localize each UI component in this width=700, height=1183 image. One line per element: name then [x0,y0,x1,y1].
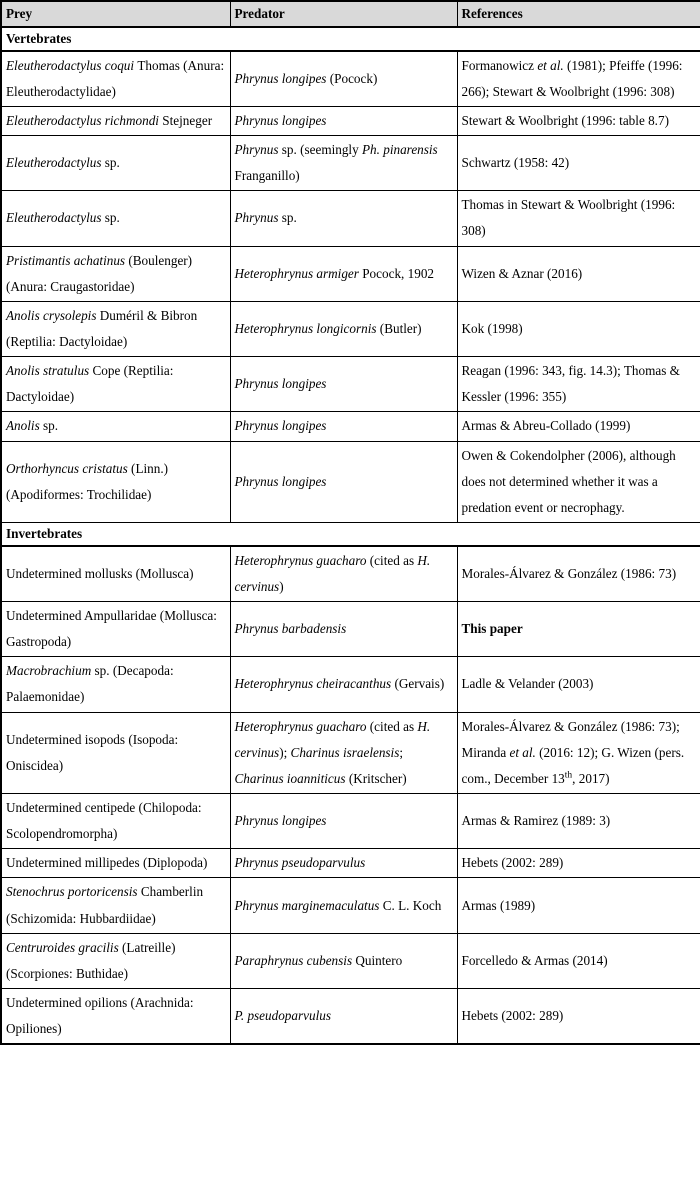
cell-predator [230,878,457,933]
cell-text: Anolis crysolepis Duméril & Bibron (Reptilia: Dactyloidae) [6,307,198,349]
table-row [1,546,700,602]
table-row [1,246,700,301]
cell-predator [230,357,457,412]
cell-text: Orthorhyncus cristatus (Linn.) (Apodiformes: Trochilidae) [6,460,169,502]
cell-text: Macrobrachium sp. (Decapoda: Palaemonidae) [6,663,174,705]
cell-predator [230,191,457,246]
cell-references [457,602,700,657]
cell-predator [230,933,457,988]
table-row [1,989,700,1045]
table-row [1,106,700,135]
section-header-label: Invertebrates [1,522,700,545]
cell-prey [1,933,230,988]
table-row [1,357,700,412]
cell-text: Forcelledo & Armas (2014) [461,952,608,968]
cell-text: Pristimantis achatinus (Boulenger) (Anura: Craugastoridae) [6,252,193,294]
cell-prey [1,412,230,441]
cell-text: Undetermined centipede (Chilopoda: Scolopendromorpha) [6,800,202,842]
cell-text: Anolis sp. [6,418,59,434]
cell-text: Phrynus longipes [234,112,327,128]
cell-text: Hebets (2002: 289) [461,855,564,871]
table-row [1,136,700,191]
cell-text: Eleutherodactylus sp. [6,210,120,226]
cell-predator [230,546,457,602]
cell-prey [1,441,230,522]
cell-references [457,849,700,878]
cell-prey [1,51,230,107]
header-row [1,1,700,27]
cell-text: Phrynus sp. [234,210,297,226]
cell-text: Stenochrus portoricensis Chamberlin (Schizomida: Hubbardiidae) [6,884,204,926]
cell-text: Owen & Cokendolpher (2006), although does not determined whether it was a predation event or necrophagy. [461,447,676,515]
cell-references [457,191,700,246]
cell-text: Kok (1998) [461,320,523,336]
cell-text: Undetermined opilions (Arachnida: Opiliones) [6,995,194,1037]
column-header-prey: Prey [1,1,230,27]
cell-references [457,301,700,356]
cell-predator [230,989,457,1045]
cell-text: This paper [461,621,523,637]
cell-text: Heterophrynus armiger Pocock, 1902 [234,265,435,281]
cell-text: Hebets (2002: 289) [461,1008,564,1024]
cell-references [457,989,700,1045]
section-header-label: Vertebrates [1,27,700,51]
cell-text: Undetermined mollusks (Mollusca) [6,565,194,581]
cell-prey [1,136,230,191]
table-row [1,412,700,441]
cell-predator [230,106,457,135]
cell-text: Morales-Álvarez & González (1986: 73); Miranda et al. (2016: 12); G. Wizen (pers. com., December 13th, 2017) [461,718,685,786]
cell-predator [230,712,457,793]
cell-text: Phrynus longipes (Pocock) [234,70,378,86]
cell-prey [1,106,230,135]
cell-text: Armas & Ramirez (1989: 3) [461,813,611,829]
cell-prey [1,546,230,602]
cell-text: Eleutherodactylus coqui Thomas (Anura: Eleutherodactylidae) [6,57,225,99]
cell-references [457,712,700,793]
cell-text: Anolis stratulus Cope (Reptilia: Dactyloidae) [6,363,174,405]
cell-text: Undetermined Ampullaridae (Mollusca: Gastropoda) [6,608,217,650]
cell-text: Heterophrynus longicornis (Butler) [234,320,422,336]
table-row [1,602,700,657]
table-row [1,794,700,849]
section-header-row [1,27,700,51]
cell-text: Phrynus longipes [234,473,327,489]
cell-predator [230,412,457,441]
cell-references [457,794,700,849]
cell-prey [1,657,230,712]
cell-predator [230,246,457,301]
table-row [1,878,700,933]
table-body [1,27,700,1045]
cell-text: Centruroides gracilis (Latreille) (Scorpiones: Buthidae) [6,939,176,981]
cell-references [457,357,700,412]
cell-predator [230,849,457,878]
cell-prey [1,357,230,412]
cell-prey [1,191,230,246]
cell-predator [230,602,457,657]
cell-text: Phrynus pseudoparvulus [234,855,366,871]
cell-predator [230,301,457,356]
table-row [1,441,700,522]
cell-text: Ladle & Velander (2003) [461,676,594,692]
cell-text: Undetermined isopods (Isopoda: Oniscidea) [6,731,179,773]
cell-text: Formanowicz et al. (1981); Pfeiffe (1996: 266); Stewart & Woolbright (1996: 308) [461,57,683,99]
cell-predator [230,441,457,522]
cell-references [457,546,700,602]
cell-references [457,878,700,933]
cell-prey [1,849,230,878]
cell-references [457,246,700,301]
cell-predator [230,51,457,107]
cell-references [457,106,700,135]
table-row [1,933,700,988]
cell-text: Wizen & Aznar (2016) [461,265,583,281]
cell-text: Stewart & Woolbright (1996: table 8.7) [461,112,669,128]
cell-text: P. pseudoparvulus [234,1008,331,1024]
cell-text: Heterophrynus guacharo (cited as H. cervinus); Charinus israelensis; Charinus ioanniticus (Kritscher) [234,718,431,786]
cell-text: Phrynus longipes [234,418,327,434]
cell-text: Eleutherodactylus sp. [6,155,120,171]
cell-text: Thomas in Stewart & Woolbright (1996: 308) [461,197,676,239]
cell-predator [230,794,457,849]
table-row [1,51,700,107]
cell-text: Heterophrynus cheiracanthus (Gervais) [234,676,445,692]
cell-text: Phrynus barbadensis [234,621,347,637]
column-header-predator: Predator [230,1,457,27]
cell-references [457,51,700,107]
cell-text: Schwartz (1958: 42) [461,155,570,171]
cell-text: Heterophrynus guacharo (cited as H. cervinus) [234,552,431,594]
cell-references [457,933,700,988]
cell-prey [1,246,230,301]
table-row [1,657,700,712]
cell-prey [1,602,230,657]
cell-prey [1,989,230,1045]
cell-prey [1,878,230,933]
cell-references [457,657,700,712]
cell-text: Phrynus marginemaculatus C. L. Koch [234,897,442,913]
cell-text: Undetermined millipedes (Diplopoda) [6,855,208,871]
cell-prey [1,301,230,356]
cell-predator [230,136,457,191]
cell-prey [1,712,230,793]
cell-text: Eleutherodactylus richmondi Stejneger [6,112,213,128]
table-row [1,712,700,793]
cell-references [457,441,700,522]
table-row [1,849,700,878]
cell-prey [1,794,230,849]
section-header-row [1,522,700,545]
cell-text: Paraphrynus cubensis Quintero [234,952,403,968]
cell-predator [230,657,457,712]
cell-text: Phrynus longipes [234,813,327,829]
cell-text: Morales-Álvarez & González (1986: 73) [461,565,677,581]
table-row [1,191,700,246]
table-header [1,1,700,27]
cell-text: Reagan (1996: 343, fig. 14.3); Thomas & Kessler (1996: 355) [461,363,680,405]
cell-references [457,412,700,441]
cell-text: Armas (1989) [461,897,536,913]
cell-text: Phrynus sp. (seemingly Ph. pinarensis Franganillo) [234,142,438,184]
cell-references [457,136,700,191]
table-row [1,301,700,356]
column-header-references: References [457,1,700,27]
cell-text: Phrynus longipes [234,376,327,392]
cell-text: Armas & Abreu-Collado (1999) [461,418,631,434]
